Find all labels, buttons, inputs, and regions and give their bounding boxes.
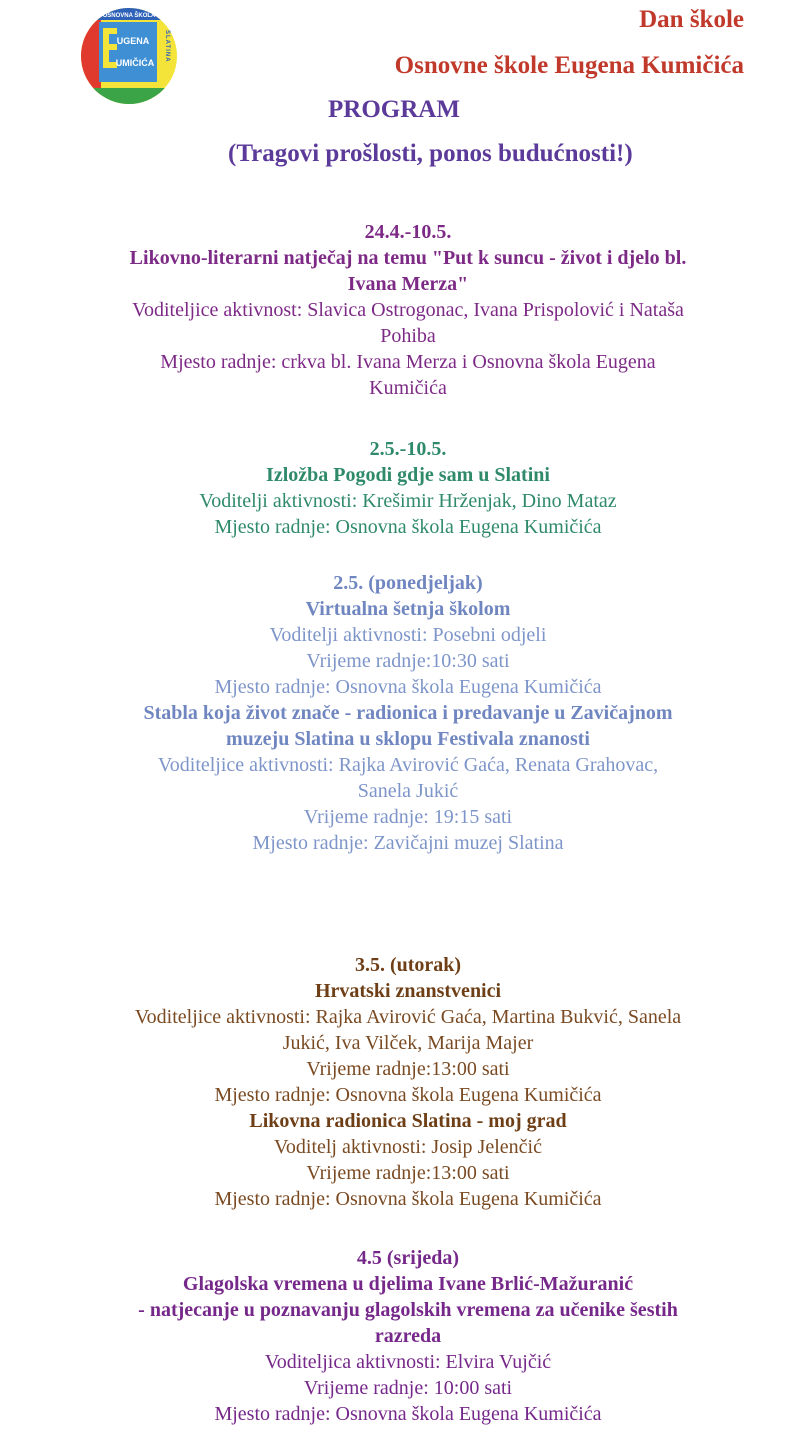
event-place: Mjesto radnje: Osnovna škola Eugena Kumičića (214, 1403, 602, 1425)
logo-line2: UMIČIĆA (115, 58, 155, 68)
event-title: Virtualna šetnja školom (305, 598, 511, 620)
header-title-day: Dan škole (639, 6, 744, 33)
event-place: Mjesto radnje: Zavičajni muzej Slatina (252, 832, 564, 854)
event-leaders: Voditelji aktivnosti: Krešimir Hrženjak, Dino Mataz (199, 490, 617, 512)
event-title: razreda (374, 1325, 442, 1347)
event-leaders: Voditeljice aktivnosti: Rajka Avirović Gaća, Renata Grahovac, (157, 754, 659, 776)
event-place: Mjesto radnje: crkva bl. Ivana Merza i Osnovna škola Eugena (160, 351, 656, 373)
event-leaders: Voditeljice aktivnosti: Rajka Avirović Gaća, Martina Bukvić, Sanela (134, 1006, 682, 1028)
event-date: 3.5. (utorak) (354, 954, 462, 976)
event-place: Kumičića (369, 377, 447, 399)
event-date: 2.5.-10.5. (369, 438, 447, 460)
event-time: Vrijeme radnje: 10:00 sati (303, 1377, 513, 1399)
event-place: Mjesto radnje: Osnovna škola Eugena Kumičića (214, 676, 602, 698)
event-leaders: Voditelji aktivnosti: Posebni odjeli (269, 624, 547, 646)
logo-side-text: SLATINA (164, 30, 170, 63)
event-contest (70, 219, 746, 401)
event-title: Likovno-literarni natječaj na temu "Put k suncu - život i djelo bl. (129, 247, 687, 269)
event-time: Vrijeme radnje:13:00 sati (306, 1162, 510, 1184)
school-logo (77, 8, 181, 104)
event-leaders: Sanela Jukić (357, 780, 459, 802)
event-title: Ivana Merza" (347, 273, 469, 295)
event-place: Mjesto radnje: Osnovna škola Eugena Kumičića (214, 516, 602, 538)
event-title: Izložba Pogodi gdje sam u Slatini (266, 464, 550, 486)
event-title: - natjecanje u poznavanju glagolskih vremena za učenike šestih (138, 1299, 678, 1321)
event-title: Stabla koja život znače - radionica i predavanje u Zavičajnom (143, 702, 673, 724)
event-title: Glagolska vremena u djelima Ivane Brlić-Mažuranić (182, 1273, 634, 1295)
header-school-name: Osnovne škole Eugena Kumičića (394, 52, 744, 79)
event-time: Vrijeme radnje: 19:15 sati (303, 806, 513, 828)
event-leaders: Voditeljica aktivnosti: Elvira Vujčić (264, 1351, 552, 1373)
event-tuesday (70, 952, 746, 1212)
event-title: Likovna radionica Slatina - moj grad (249, 1110, 567, 1132)
event-leaders: Jukić, Iva Vilček, Marija Majer (282, 1032, 534, 1054)
logo-line1: UGENA (116, 36, 150, 46)
event-date: 24.4.-10.5. (364, 221, 452, 243)
event-place: Mjesto radnje: Osnovna škola Eugena Kumičića (214, 1084, 602, 1106)
event-date: 2.5. (ponedjeljak) (333, 572, 483, 594)
event-date: 4.5 (srijeda) (356, 1247, 460, 1269)
event-leaders: Voditelj aktivnosti: Josip Jelenčić (274, 1136, 542, 1158)
event-place: Mjesto radnje: Osnovna škola Eugena Kumičića (214, 1188, 602, 1210)
event-time: Vrijeme radnje:13:00 sati (306, 1058, 510, 1080)
event-leaders: Pohiba (380, 325, 436, 347)
event-wednesday (70, 1245, 746, 1427)
event-title: Hrvatski znanstvenici (314, 980, 502, 1002)
event-leaders: Voditeljice aktivnost: Slavica Ostrogonac, Ivana Prispolović i Nataša (132, 299, 684, 321)
event-title: muzeju Slatina u sklopu Festivala znanosti (226, 728, 590, 750)
logo-top-text: OSNOVNA ŠKOLA (102, 13, 156, 19)
event-monday (70, 570, 746, 856)
header-motto: (Tragovi prošlosti, ponos budućnosti!) (228, 140, 633, 167)
event-time: Vrijeme radnje:10:30 sati (306, 650, 510, 672)
event-exhibition (70, 436, 746, 540)
header-program: PROGRAM (328, 96, 460, 123)
